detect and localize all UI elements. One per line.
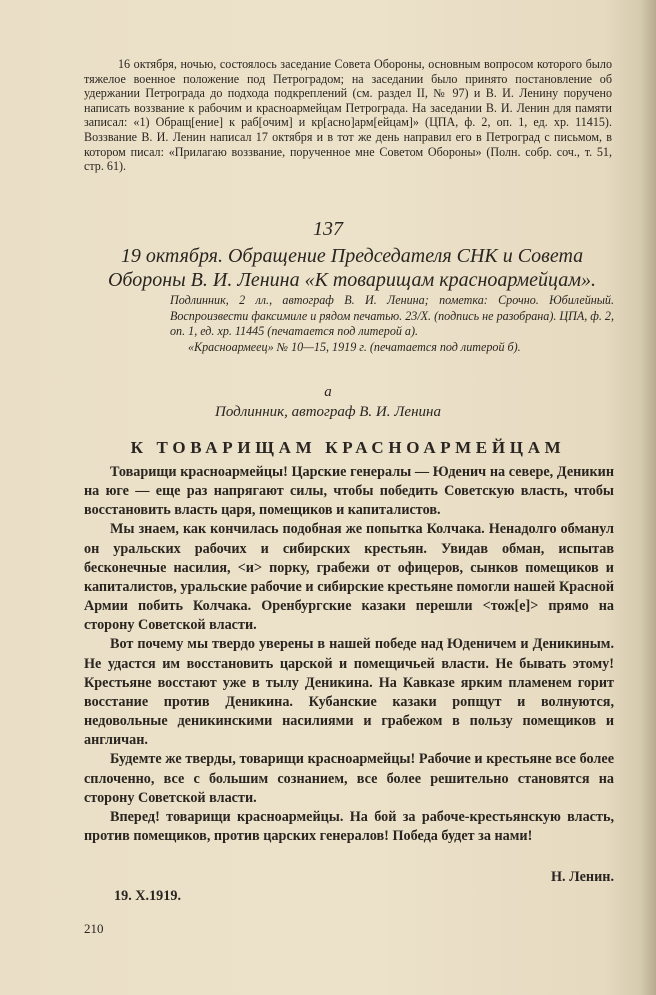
document-title: 19 октября. Обращение Председателя СНК и Совета Обороны В. И. Ленина «К товарищам красноармейцам».	[107, 245, 597, 291]
appeal-paragraph: Товарищи красноармейцы! Царские генералы — Юденич на севере, Деникин на юге — еще раз напрягают силы, чтобы победить Советскую власть, чтобы восстановить власть царя, помещиков и капиталистов.	[84, 464, 614, 519]
appeal-paragraph: Будемте же тверды, товарищи красноармейцы! Рабочие и крестьяне все более сплоченно, все с большим сознанием, все более решительно становятся на сторону Советской власти.	[84, 751, 614, 806]
source-note-publication: «Красноармеец» № 10—15, 1919 г. (печатается под литерой б).	[188, 339, 521, 354]
source-notes	[170, 293, 614, 355]
page-number: 210	[84, 921, 104, 936]
source-note-original: Подлинник, 2 лл., автограф В. И. Ленина; пометка: Срочно. Юбилейный. Воспроизвести факсимиле и рядом печатью. 23/X. (подпись не разобрана). ЦПА, ф. 2, оп. 1, ед. хр. 11445 (печатается под литерой а).	[170, 293, 615, 338]
appeal-paragraph: Вот почему мы твердо уверены в нашей победе над Юденичем и Деникиным. Не удастся им восстановить царской и помещичьей власти. Не бывать этому! Крестьяне восстают уже в тылу Деникина. На Кавказе ярким пламенем горит восстание против Деникина. Кубанские казаки ропщут и волнуются, недовольные деникинскими насилиями и грабежом в пользу помещиков и англичан.	[84, 636, 614, 749]
appeal-paragraph: Вперед! товарищи красноармейцы. На бой за рабоче-крестьянскую власть, против помещиков, против царских генералов! Победа будет за нами!	[84, 808, 614, 844]
document-number: 137	[313, 218, 343, 240]
appeal-paragraph: Мы знаем, как кончилась подобная же попытка Колчака. Ненадолго обманул он уральских рабочих и сибирских крестьян. Увидав обман, испытав бесконечные насилия, <и> порку, грабежи от офицеров, сынков помещиков и капиталистов, уральские рабочие и сибирские крестьяне помогли нашей Красной Армии побить Колчака. Оренбургские казаки перешли <тож[е]> прямо на сторону Советской власти.	[84, 521, 614, 634]
appeal-heading: К ТОВАРИЩАМ КРАСНОАРМЕЙЦАМ	[130, 438, 566, 457]
variant-caption: Подлинник, автограф В. И. Ленина	[215, 404, 441, 420]
intro-note: 16 октября, ночью, состоялось заседание Совета Обороны, основным вопросом которого было тяжелое военное положение под Петроградом; на заседании было принято постановление об удержании Петрограда до подхода подкреплений (см. раздел II, № 97) и В. И. Ленину поручено написать воззвание к рабочим и красноармейцам Петрограда. На заседании В. И. Ленин для памяти записал: «1) Обращ[ение] к раб[очим] и кр[асно]арм[ейцам]» (ЦПА, ф. 2, оп. 1, ед. хр. 11415). Воззвание В. И. Ленин написал 17 октября и в тот же день направил его в Петроград с письмом, в котором писал: «Прилагаю воззвание, порученное мне Советом Обороны» (Полн. собр. соч., т. 51, стр. 61).	[84, 57, 612, 174]
variant-letter: а	[324, 384, 332, 400]
appeal-body	[84, 463, 614, 846]
appeal-date: 19. X.1919.	[114, 888, 181, 904]
signature: Н. Ленин.	[551, 869, 614, 885]
book-spine-shadow	[640, 0, 656, 995]
